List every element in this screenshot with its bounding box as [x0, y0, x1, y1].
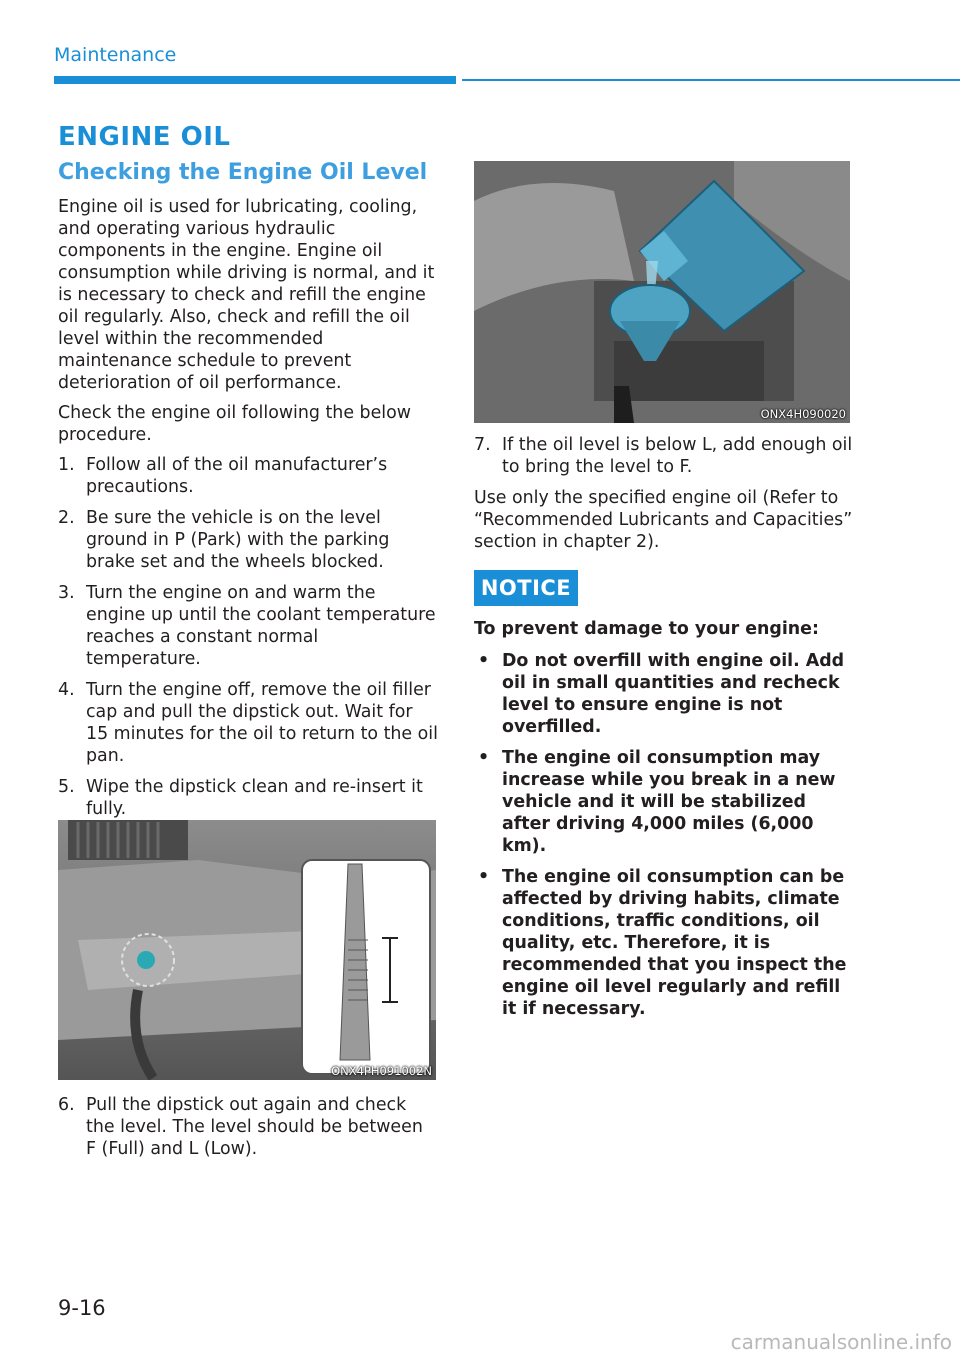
- notice-item-text: The engine oil consumption may increase while you break in a new vehicle and it will be stabilized after driving 4,000 miles (6,000 km).: [502, 748, 836, 856]
- list-item: [58, 582, 438, 670]
- left-column-continued: [58, 1094, 438, 1169]
- notice-item-text: Do not overfill with engine oil. Add oil in small quantities and recheck level to ensure engine is not overfilled.: [502, 651, 845, 737]
- step-number: 4.: [58, 680, 75, 700]
- notice-badge: NOTICE: [474, 570, 578, 606]
- step-number: 1.: [58, 455, 75, 475]
- step-text: If the oil level is below L, add enough oil to bring the level to F.: [502, 435, 853, 477]
- list-item: [58, 454, 438, 498]
- engine-dipstick-illustration: [58, 820, 436, 1080]
- list-item: [474, 866, 854, 1020]
- list-item: [474, 747, 854, 857]
- steps-list-continued: [58, 1094, 438, 1160]
- spec-note: Use only the specified engine oil (Refer to “Recommended Lubricants and Capacities” section in chapter 2).: [474, 488, 853, 552]
- bullet-marker: •: [478, 867, 490, 887]
- dipstick-figure: [58, 820, 436, 1080]
- step-text: Be sure the vehicle is on the level ground in P (Park) with the parking brake set and the wheels blocked.: [86, 508, 390, 572]
- intro-paragraph: Engine oil is used for lubricating, cooling, and operating various hydraulic components in the engine. Engine oil consumption while driving is normal, and it is necessary to check and refill the engine oil regularly. Also, check and refill the oil level within the recommended maintenance schedule to prevent deterioration of oil performance.: [58, 197, 435, 393]
- step-text: Wipe the dipstick clean and re-insert it fully.: [86, 777, 423, 819]
- subsection-title: Checking the Engine Oil Level: [58, 160, 428, 185]
- right-column: [474, 434, 860, 561]
- list-item: [58, 507, 438, 573]
- step-number: 7.: [474, 435, 491, 455]
- page-number: 9-16: [58, 1296, 106, 1320]
- step-number: 2.: [58, 508, 75, 528]
- notice-item-text: The engine oil consumption can be affected by driving habits, climate conditions, traffic conditions, oil quality, etc. Therefore, it is recommended that you inspect the engine oil level regularly and refill it if necessary.: [502, 867, 847, 1019]
- step-text: Follow all of the oil manufacturer’s precautions.: [86, 455, 388, 497]
- list-item: [474, 650, 854, 738]
- bullet-marker: •: [478, 748, 490, 768]
- procedure-intro: Check the engine oil following the below procedure.: [58, 403, 411, 445]
- list-item: [474, 434, 860, 478]
- step-number: 6.: [58, 1095, 75, 1115]
- oil-pour-figure: [474, 161, 850, 423]
- header-rule: [462, 79, 960, 81]
- list-item: [58, 1094, 438, 1160]
- left-column: [58, 196, 438, 829]
- notice-heading: To prevent damage to your engine:: [474, 619, 819, 639]
- section-title: ENGINE OIL: [58, 122, 231, 152]
- step-text: Turn the engine off, remove the oil filler cap and pull the dipstick out. Wait for 15 minutes for the oil to return to the oil pan.: [86, 680, 438, 766]
- bullet-marker: •: [478, 651, 490, 671]
- figure-code: ONX4H090020: [760, 407, 846, 421]
- step-text: Pull the dipstick out again and check the level. The level should be between F (Full) and L (Low).: [86, 1095, 423, 1159]
- figure-code: ONX4PH091002N: [331, 1064, 432, 1078]
- header-section-title: Maintenance: [54, 44, 177, 66]
- list-item: [58, 679, 438, 767]
- step-number: 3.: [58, 583, 75, 603]
- steps-list: [58, 454, 438, 820]
- list-item: [58, 776, 438, 820]
- header-accent-bar: [54, 76, 456, 84]
- step-number: 5.: [58, 777, 75, 797]
- notice-box: [474, 618, 854, 1029]
- watermark: carmanualsonline.info: [730, 1330, 952, 1354]
- steps-list-right: [474, 434, 860, 478]
- oil-pouring-illustration: [474, 161, 850, 423]
- notice-list: [474, 650, 854, 1020]
- step-text: Turn the engine on and warm the engine up until the coolant temperature reaches a constant normal temperature.: [86, 583, 436, 669]
